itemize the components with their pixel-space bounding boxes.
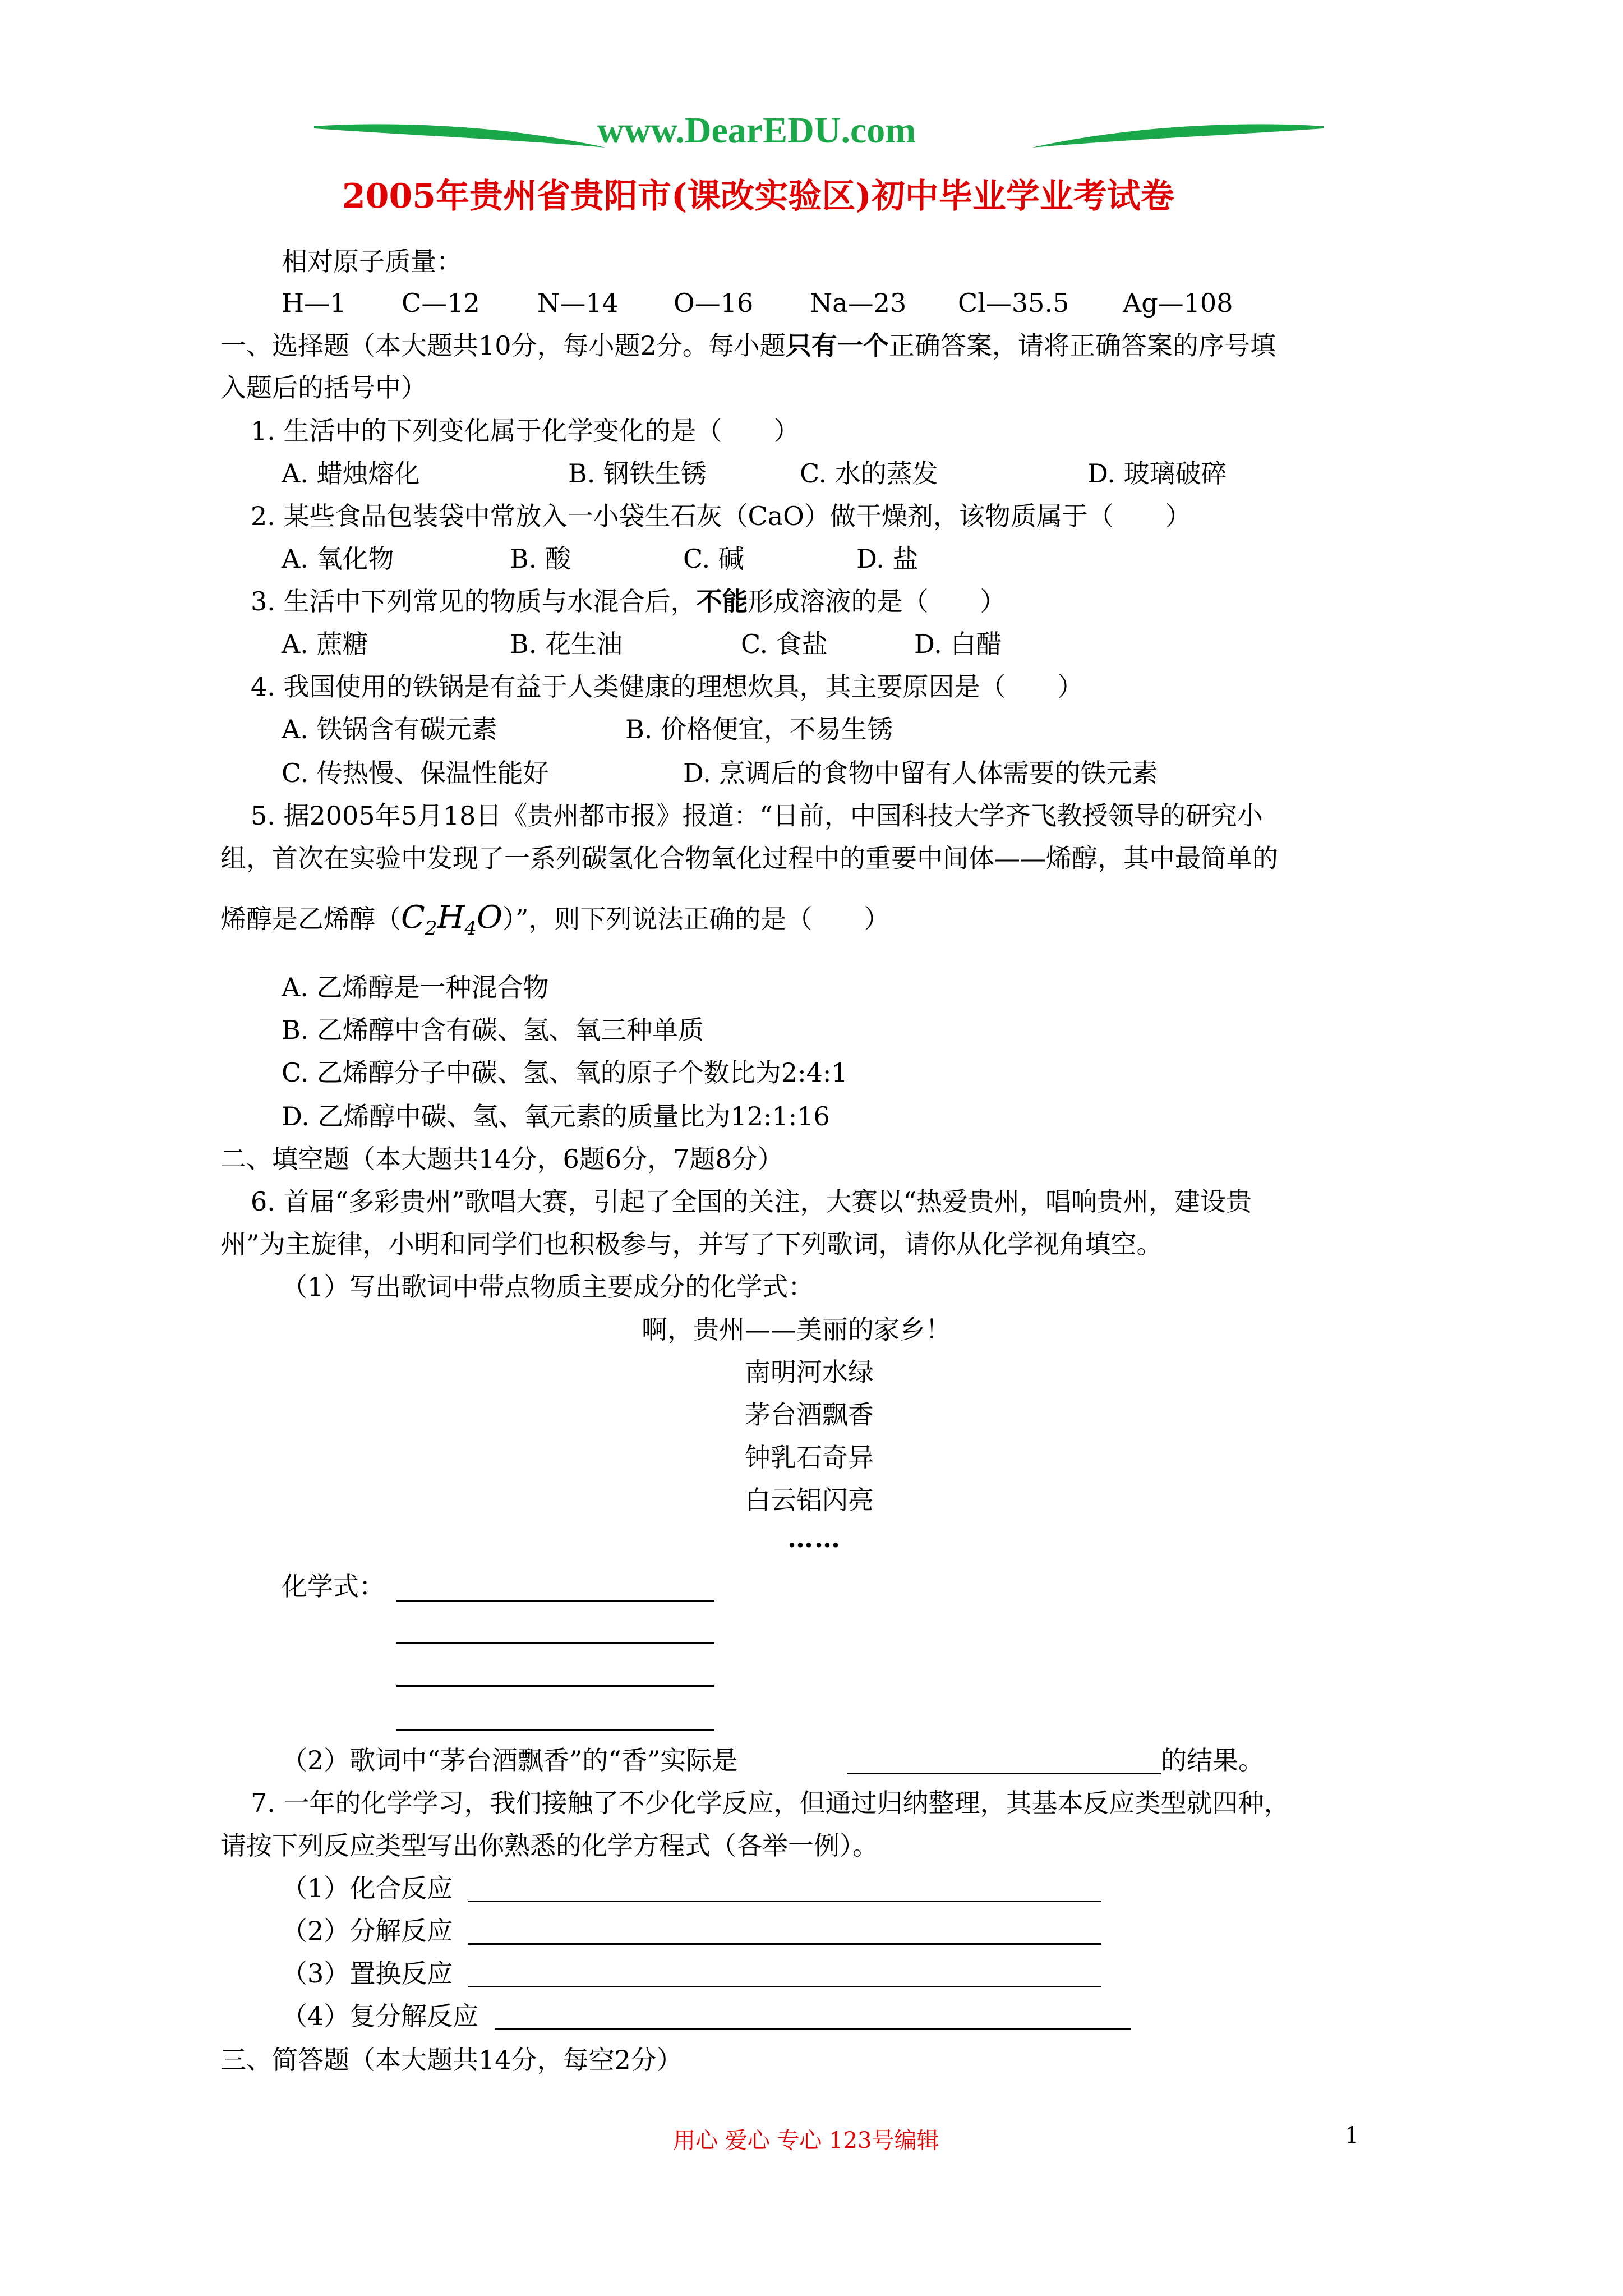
section1-heading-line2: 入题后的括号中）	[220, 372, 427, 403]
page-number: 1	[1345, 2123, 1359, 2148]
q3-option-a: A. 蔗糖	[282, 629, 368, 659]
q2-option-b: B. 酸	[510, 544, 571, 574]
lyric-line-3: 茅台酒飘香	[745, 1400, 874, 1430]
q6-sub1: （1）写出歌词中带点物质主要成分的化学式：	[282, 1272, 814, 1302]
q6-sub2-prefix: （2）歌词中“茅台酒飘香”的“香”实际是	[282, 1745, 738, 1775]
aroma-answer-blank[interactable]	[847, 1773, 1161, 1774]
q2-option-d: D. 盐	[856, 544, 919, 574]
q5-option-b: B. 乙烯醇中含有碳、氢、氧三种单质	[282, 1015, 704, 1045]
q1-option-a: A. 蜡烛熔化	[282, 458, 420, 489]
lyric-ellipsis: ……	[787, 1523, 841, 1553]
atomic-mass-c: C—12	[402, 288, 480, 318]
q1-option-b: B. 钢铁生锈	[568, 458, 707, 489]
q2-stem: 2. 某些食品包装袋中常放入一小袋生石灰（CaO）做干燥剂，该物质属于（ ）	[251, 501, 1191, 531]
atomic-mass-n: N—14	[537, 288, 619, 318]
q5-option-d: D. 乙烯醇中碳、氢、氧元素的质量比为12:1:16	[282, 1101, 830, 1131]
atomic-mass-na: Na—23	[810, 288, 907, 318]
q1-option-d: D. 玻璃破碎	[1087, 458, 1227, 489]
q4-option-a: A. 铁锅含有碳元素	[282, 714, 497, 744]
ethenol-formula: $C_2H_4O$	[401, 899, 502, 940]
q7-line2: 请按下列反应类型写出你熟悉的化学方程式（各举一例）。	[220, 1830, 878, 1861]
q5-line2: 组，首次在实验中发现了一系列碳氢化合物氧化过程中的重要中间体——烯醇，其中最简单的	[220, 843, 1278, 873]
q3-option-b: B. 花生油	[510, 629, 623, 659]
section3-heading: 三、简答题（本大题共14分，每空2分）	[220, 2045, 683, 2075]
section2-heading: 二、填空题（本大题共14分，6题6分，7题8分）	[220, 1144, 783, 1174]
q4-option-c: C. 传热慢、保温性能好	[282, 758, 549, 788]
lyric-line-4: 钟乳石奇异	[745, 1442, 874, 1473]
footer-editor-note: 用心 爱心 专心 123号编辑	[673, 2128, 939, 2154]
reaction-combination-blank[interactable]	[468, 1901, 1101, 1902]
q2-option-a: A. 氧化物	[282, 544, 394, 574]
q6-line1: 6. 首届“多彩贵州”歌唱大赛，引起了全国的关注，大赛以“热爱贵州，唱响贵州，建设贵	[251, 1186, 1252, 1217]
reaction-decomposition-label: （2）分解反应	[282, 1916, 453, 1946]
q1-option-c: C. 水的蒸发	[800, 458, 938, 489]
formula-blank-4[interactable]	[396, 1729, 714, 1731]
q6-line2: 州”为主旋律，小明和同学们也积极参与，并写了下列歌词，请你从化学视角填空。	[220, 1229, 1163, 1259]
q7-line1: 7. 一年的化学学习，我们接触了不少化学反应，但通过归纳整理，其基本反应类型就四种，	[251, 1788, 1290, 1818]
q1-stem: 1. 生活中的下列变化属于化学变化的是（ ）	[251, 416, 800, 446]
atomic-mass-o: O—16	[674, 288, 754, 318]
reaction-combination-label: （1）化合反应	[282, 1873, 453, 1903]
lyric-line-5: 白云铝闪亮	[745, 1485, 874, 1515]
site-banner: www.DearEDU.com	[597, 110, 916, 151]
reaction-displacement-blank[interactable]	[468, 1986, 1101, 1987]
atomic-mass-h: H—1	[282, 288, 347, 318]
q4-stem: 4. 我国使用的铁锅是有益于人类健康的理想炊具，其主要原因是（ ）	[251, 671, 1083, 702]
banner-swoosh-right	[1032, 115, 1324, 154]
banner-swoosh-left	[314, 115, 606, 154]
formula-label: 化学式：	[282, 1571, 385, 1602]
atomic-mass-cl: Cl—35.5	[958, 288, 1069, 318]
q5-line1: 5. 据2005年5月18日《贵州都市报》报道：“日前，中国科技大学齐飞教授领导的研究小	[251, 800, 1263, 831]
q5-line3: 烯醇是乙烯醇$(C_2H_4O)$”，则下列说法正确的是（ ）	[220, 899, 890, 940]
q4-option-d: D. 烹调后的食物中留有人体需要的铁元素	[683, 758, 1158, 788]
atomic-mass-ag: Ag—108	[1123, 288, 1233, 318]
q3-emphasis: 不能	[696, 586, 748, 616]
q3-option-c: C. 食盐	[741, 629, 828, 659]
formula-blank-3[interactable]	[396, 1685, 714, 1687]
formula-blank-1[interactable]	[396, 1600, 714, 1602]
heading-emphasis: 只有一个	[785, 330, 889, 361]
lyric-line-1: 啊，贵州——美丽的家乡！	[642, 1314, 951, 1345]
section1-heading: 一、选择题（本大题共10分，每小题2分。每小题只有一个正确答案，请将正确答案的序号填	[220, 330, 1276, 361]
atomic-mass-label: 相对原子质量：	[282, 246, 462, 277]
q3-stem: 3. 生活中下列常见的物质与水混合后，不能形成溶液的是（ ）	[251, 586, 1006, 616]
q6-sub2-suffix: 的结果。	[1161, 1745, 1264, 1775]
formula-blank-2[interactable]	[396, 1642, 714, 1644]
q2-option-c: C. 碱	[683, 544, 744, 574]
reaction-decomposition-blank[interactable]	[468, 1943, 1101, 1945]
exam-title: 2005年贵州省贵阳市(课改实验区)初中毕业学业考试卷	[342, 177, 1174, 216]
q5-option-c: C. 乙烯醇分子中碳、氢、氧的原子个数比为2:4:1	[282, 1057, 848, 1088]
q4-option-b: B. 价格便宜，不易生锈	[625, 714, 893, 744]
q3-option-d: D. 白醋	[914, 629, 1002, 659]
reaction-double-displacement-blank[interactable]	[495, 2028, 1131, 2030]
lyric-line-2: 南明河水绿	[745, 1357, 874, 1387]
q5-option-a: A. 乙烯醇是一种混合物	[282, 972, 549, 1002]
reaction-double-displacement-label: （4）复分解反应	[282, 2001, 479, 2031]
reaction-displacement-label: （3）置换反应	[282, 1958, 453, 1989]
